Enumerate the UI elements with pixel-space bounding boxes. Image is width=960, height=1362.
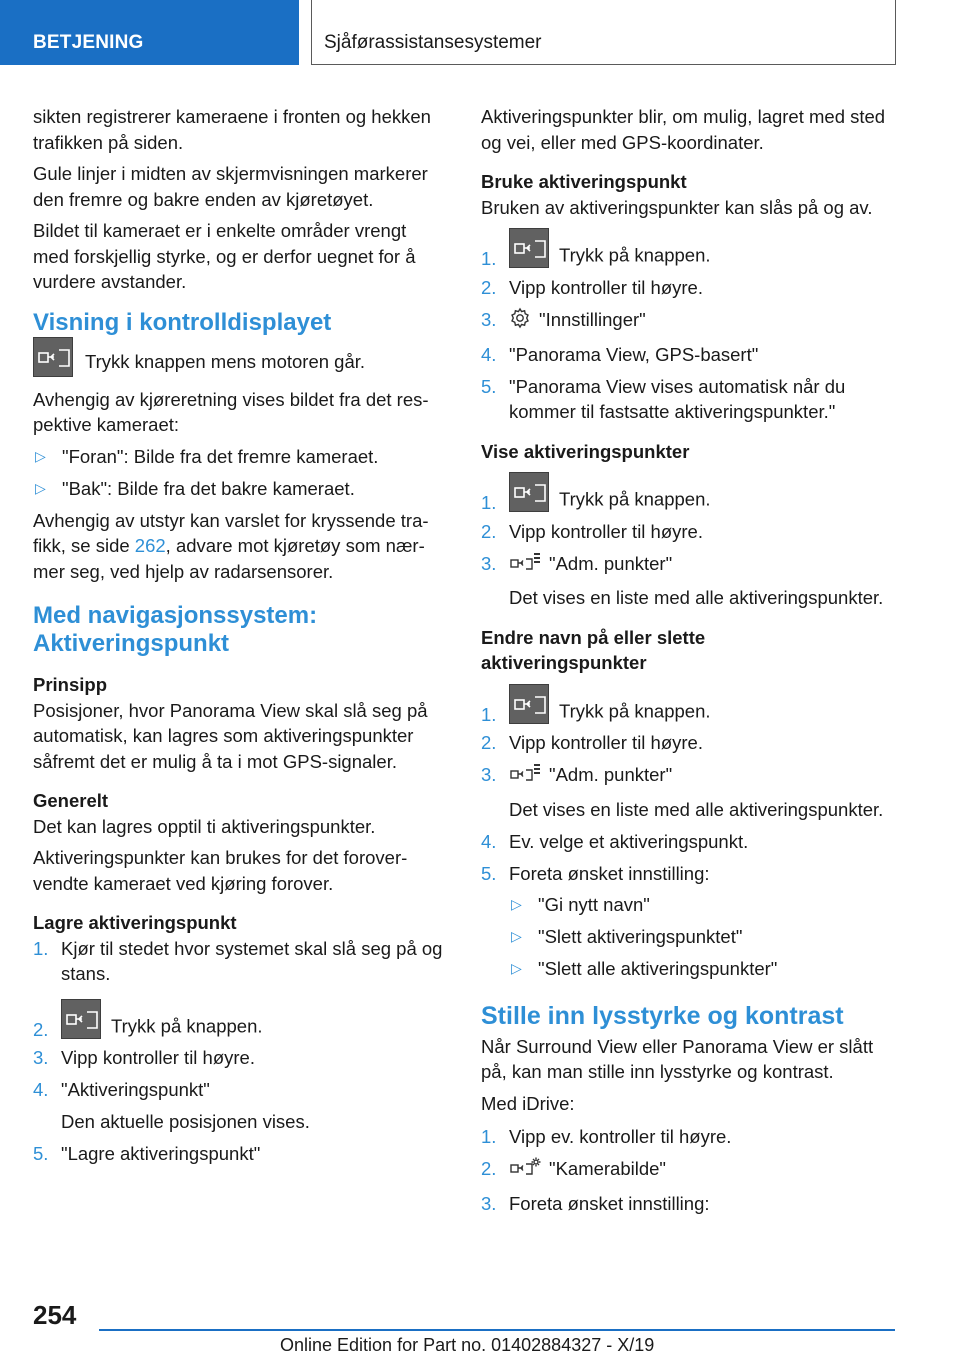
paragraph [33,508,443,585]
step-text: Trykk på knappen. [559,700,711,721]
step-number: 5. [481,862,497,884]
save-steps [33,936,443,1167]
paragraph: sikten registrerer kameraene i fronten og hekken trafikken på siden. [33,106,431,153]
step-number: 1. [481,1126,497,1147]
paragraph: Gule linjer i midten av skjermvisningen markerer den fremre og bakre enden av kjøretøyet. [33,163,428,210]
step-text: Vipp ev. kontroller til høyre. [509,1126,732,1147]
step-number: 4. [481,343,497,365]
rename-steps [481,684,901,982]
list-item [33,999,443,1039]
step-text: Kjør til stedet hvor systemet skal slå seg på og stans. [61,937,443,984]
option-text: "Gi nytt navn" [538,894,650,915]
step-number: 1. [33,937,49,959]
step-number: 3. [481,764,497,785]
paragraph: Når Surround View eller Panorama View er slått på, kan man stille inn lysstyrke og kontrast. [481,1035,874,1082]
paragraph: Bruken av aktiveringspunkter kan slås på og av. [481,196,873,218]
camera-button-icon [33,337,73,377]
heading-principle: Prinsipp [33,674,108,695]
heading-save: Lagre aktiveringspunkt [33,912,237,933]
step-text: Vipp kontroller til høyre. [509,520,703,542]
list-item [481,275,901,301]
list-item [481,829,901,855]
triangle-bullet-icon: ▷ [511,928,522,944]
step-number: 1. [481,703,497,725]
chapter-title: Sjåførassistansesystemer [311,0,896,65]
edition-text: Online Edition for Part no. 01402884327 - X/19 [280,1335,655,1355]
triangle-bullet-icon: ▷ [35,479,46,496]
list-item [509,892,901,918]
list-item [509,924,901,950]
list-item [481,342,901,368]
paragraph: Aktiveringspunkter kan brukes for det forover-vendte kameraet ved kjøring forover. [33,847,408,894]
step-number: 3. [481,552,497,574]
paragraph: Bildet til kameraet er i enkelte områder vrengt med forskjellig styrke, og er derfor uegnet for å vurdere avstander. [33,220,416,292]
list-item [481,1156,901,1185]
triangle-bullet-icon: ▷ [511,960,522,976]
step-subtext: Det vises en liste med alle aktiveringspunkter. [509,587,884,608]
step-number: 3. [33,1047,49,1068]
footer-rule [99,1329,895,1331]
step-number: 2. [481,1158,497,1179]
camera-button-icon [61,999,101,1039]
step-number: 2. [481,276,497,298]
step-text: Vipp kontroller til høyre. [61,1047,255,1068]
option-text: "Slett aktiveringspunktet" [538,926,743,947]
step-number: 1. [481,492,497,513]
step-text: "Panorama View vises automatisk når du kommer til fastsatte aktiveringspunkter." [509,375,846,422]
step-text: "Adm. punkter" [549,552,673,574]
step-number: 3. [481,308,497,330]
right-column [481,104,901,1223]
step-text: Trykk på knappen. [559,244,711,266]
option-text: "Slett alle aktiveringspunkter" [538,958,778,979]
list-item [481,861,901,982]
list-item-text: "Bak": Bilde fra det bakre kameraet. [62,477,355,499]
step-subtext: Det vises en liste med alle aktiveringspunkter. [509,798,884,820]
step-text: Trykk på knappen. [111,1015,263,1036]
brightness-steps [481,1124,901,1217]
triangle-bullet-icon: ▷ [511,896,522,912]
list-item [481,684,901,724]
heading-use: Bruke aktiveringspunkt [481,171,687,192]
step-text: "Aktiveringspunkt" [61,1079,210,1100]
rename-options [509,892,901,982]
press-camera-button-line [33,347,443,377]
list-item [481,374,901,425]
paragraph: Med iDrive: [481,1092,575,1114]
step-text: "Panorama View, GPS-basert" [509,343,759,365]
step-text: Trykk på knappen. [559,488,711,510]
camera-button-icon [509,228,549,268]
heading-brightness: Stille inn lysstyrke og kontrast [481,1001,844,1030]
paragraph: Posisjoner, hvor Panorama View skal slå seg på automatisk, kan lagres som aktiveringspunkter såfremt det er mulig å ta i mot GPS-signaler. [33,699,428,772]
list-camera-icon [509,551,541,580]
paragraph: Avhengig av kjøreretning vises bildet fra det res-pektive kameraet: [33,388,429,435]
step-number: 5. [33,1142,49,1164]
step-text: "Adm. punkter" [549,764,673,786]
list-item [481,551,901,611]
step-text: Foreta ønsket innstilling: [509,1193,710,1214]
list-item [33,444,443,470]
camera-settings-icon [509,1156,541,1185]
heading-general: Generelt [33,790,109,811]
step-text: Foreta ønsket innstilling: [509,862,710,884]
list-item [33,936,443,987]
heading-rename: Endre navn på eller slette aktiveringspunkter [481,626,706,673]
step-subtext: Den aktuelle posisjonen vises. [61,1110,310,1132]
list-item [509,956,901,982]
list-item [33,1141,443,1167]
list-item [33,476,443,502]
use-steps [481,228,901,425]
triangle-bullet-icon: ▷ [35,447,46,464]
heading-display: Visning i kontrolldisplayet [33,308,332,336]
list-item [481,307,901,336]
heading-show: Vise aktiveringspunkter [481,440,690,462]
step-text: Vipp kontroller til høyre. [509,732,703,753]
step-number: 4. [481,830,497,852]
step-number: 3. [481,1193,497,1214]
list-item [481,730,901,756]
heading-navigation: Med navigasjonssystem: Aktiveringspunkt [33,602,318,657]
step-number: 1. [481,248,497,269]
step-text: Ev. velge et aktiveringspunkt. [509,830,749,852]
list-item [481,762,901,822]
text: Avhengig av utstyr kan varslet for kryssende tra-fikk, se side [33,509,429,556]
step-text: "Kamerabilde" [549,1158,666,1180]
direction-list [33,444,443,502]
list-camera-icon [509,762,541,791]
step-number: 2. [481,732,497,753]
camera-button-icon [509,684,549,724]
step-number: 2. [481,520,497,542]
list-item [33,1045,443,1071]
press-button-text: Trykk knappen mens motoren går. [85,350,366,372]
page-link[interactable]: 262 [134,535,166,556]
step-text: "Lagre aktiveringspunkt" [61,1142,261,1164]
text: , advare mot kjøretøy som nær-mer seg, ved hjelp av radarsensorer. [33,535,425,582]
list-item [481,228,901,268]
section-tab: BETJENING [0,0,299,65]
camera-button-icon [509,472,549,512]
list-item [33,1077,443,1134]
step-number: 5. [481,375,497,397]
paragraph: Det kan lagres opptil ti aktiveringspunkter. [33,815,376,837]
list-item [481,519,901,545]
list-item [481,1191,901,1217]
show-steps [481,472,901,611]
step-number: 2. [33,1018,49,1040]
list-item [481,472,901,512]
gear-icon [509,307,531,336]
list-item [481,1124,901,1150]
paragraph: Aktiveringspunkter blir, om mulig, lagret med sted og vei, eller med GPS-koordinater. [481,106,886,153]
left-column [33,104,443,1173]
step-text: "Innstillinger" [539,308,646,330]
step-number: 4. [33,1079,49,1100]
step-text: Vipp kontroller til høyre. [509,276,703,298]
list-item-text: "Foran": Bilde fra det fremre kameraet. [62,445,379,467]
page-number: 254 [33,1300,77,1330]
